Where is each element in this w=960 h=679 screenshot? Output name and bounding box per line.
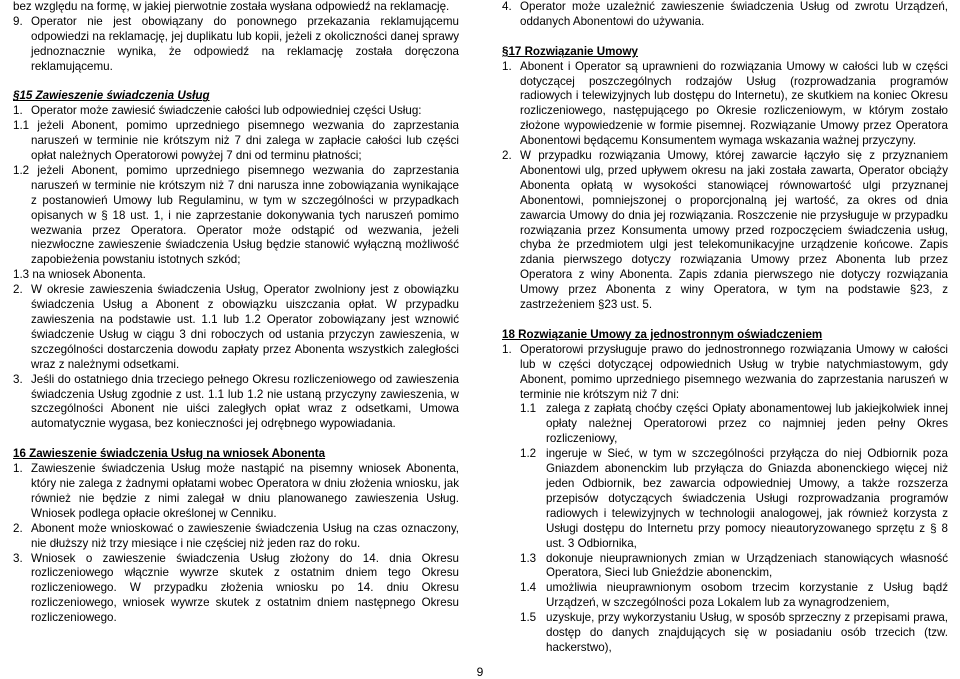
item-number: 1.2 [520, 447, 537, 461]
item-text: umożliwia nieuprawnionym osobom trzecim korzystanie z Usług bądź Urządzeń, w szczególności poza Lokalem lub za wynagrodzeniem, [546, 581, 948, 610]
item-text: ingeruje w Sieć, w tym w szczególności przyłącza do niej Odbiornik poza Gniazdem abonenckim lub przyłącza do Gniazda abonenckiego więcej niż jeden Odbiornik, bez zawarcia odpowiedniej Umowy, a także rozszerza przepisów dotyczących świadczenia Usługi rozprowadzania programów radiowych i telewizyjnych w technologii analogowej, jak również korzysta z Usługi dostępu do Internetu przy pomocy nieautoryzowanego sprzętu z § 8 ust. 3 Odbiornika, [546, 447, 948, 550]
item-number: 1. [502, 59, 512, 73]
item-text: W okresie zawieszenia świadczenia Usług, Operator zwolniony jest z obowiązku świadczenia Usług a Abonent z obowiązku uiszczania opłat. W przypadku zawieszenia na podstawie ust. 1.1 lub 1.2 Operator zobowiązany jest wznowić świadczenie Usług w ciągu 3 dni roboczych od ustania przyczyn zawieszenia, w szczególności dostarczenia dowodu zapłaty przez Abonenta wszystkich zaległości wraz z należnymi odsetkami. [31, 283, 459, 371]
s16-item-4 [502, 0, 948, 30]
s18-item-1-1 [502, 402, 948, 447]
s15-item-1-3 [13, 268, 459, 283]
item-number: 2. [13, 521, 23, 535]
item-text: Zawieszenie świadczenia Usług może nastąpić na pisemny wniosek Abonenta, który nie zalega z żadnymi opłatami wobec Operatora w dniu złożenia wniosku, jak również nie będzie z nimi zalegał w dniu planowanego zawieszenia Usług. Wniosek podlega opłacie określonej w Cenniku. [31, 462, 459, 520]
item-number: 1.5 [520, 611, 537, 625]
s18-item-1-2 [502, 447, 948, 551]
item-text: W przypadku rozwiązania Umowy, której zawarcie łączyło się z przyznaniem Abonentowi ulg, przed upływem okresu na jaki została zawarta, Operator obciąży Abonenta opłatą w wysokości stanowiącej równowartość ulgi przyznanej Abonentowi, pomniejszonej o proporcjonalną jej wartość, za okres od dnia zawarcia Umowy do dnia jej rozwiązania. Roszczenie nie przysługuje w przypadku rozwiązania przez Konsumenta umowy przed rozpoczęciem świadczenia usług, chyba że przedmiotem ulgi jest telekomunikacyjne urządzenie końcowe. Zapis zdania pierwszego dotyczy rozwiązania Umowy przez Abonenta lub przez Operatora z winy Abonenta. Zapis zdania pierwszego nie dotyczy rozwiązania Umowy przez Abonenta z winy Operatora, w tym na podstawie §23, z zastrzeżeniem §23 ust. 5. [520, 149, 948, 312]
item-text: Operatorowi przysługuje prawo do jednostronnego rozwiązania Umowy w całości lub w części dotyczącej odpowiednich Usług w trybie natychmiastowym, gdy Abonent, pomimo uprzedniego pisemnego wezwania do zaprzestania naruszeń w terminie nie krótszym niż 7 dni: [520, 342, 948, 401]
item-number: 9. [13, 14, 23, 28]
s16-item-1 [13, 462, 459, 522]
item-text: Abonent i Operator są uprawnieni do rozwiązania Umowy w całości lub w części dotyczącej poszczególnych rodzajów Usług (rozprowadzania programów radiowych i telewizyjnych lub dostępu do Internetu), ze skutkiem na koniec Okresu rozliczeniowego, następującego po Okresie rozliczeniowym, w którym zostało złożone wypowiedzenie w formie pisemnej. Rozwiązanie Umowy przez Operatora Abonentowi będącemu Konsumentem wymaga wskazania ważnej przyczyny. [520, 59, 948, 148]
s15-item-1-1 [13, 119, 459, 164]
item-number: 1.1 [520, 402, 537, 416]
item-number: 3. [13, 551, 23, 565]
item-text: Operator może uzależnić zawieszenie świadczenia Usług od zwrotu Urządzeń, oddanych Abonentowi do używania. [520, 0, 948, 28]
item-number: 4. [502, 0, 512, 13]
item-number: 2. [502, 149, 512, 163]
item-text: Wniosek o zawieszenie świadczenia Usług złożony do 14. dnia Okresu rozliczeniowego włącznie wywrze skutek z ostatnim dniem tego Okresu rozliczeniowego. W przypadku złożenia wniosku po 14. dniu Okresu rozliczeniowego, wniosek wywrze skutek z ostatnim dniem następnego Okresu rozliczeniowego. [31, 551, 459, 625]
item-number: 1.3 [520, 551, 537, 565]
item-text: Operator nie jest obowiązany do ponownego przekazania reklamującemu odpowiedzi na reklamację, jej duplikatu lub kopii, jeżeli z okoliczności danej sprawy jednoznacznie wynika, że odpowiedź na reklamację została doręczona reklamującemu. [31, 14, 459, 73]
s15-item-1-2 [13, 164, 459, 268]
s16-item-2 [13, 522, 459, 552]
item-text: zalega z zapłatą choćby części Opłaty abonamentowej lub jakiejkolwiek innej opłaty należnej Operatorowi przez co najmniej jeden pełny Okres rozliczeniowy, [546, 402, 948, 446]
left-column [13, 0, 459, 626]
item-text: 1.2 jeżeli Abonent, pomimo uprzedniego pisemnego wezwania do zaprzestania naruszeń w terminie nie krótszym niż 7 dni narusza inne zobowiązania wynikające z postanowień Umowy lub Regulaminu, w tym w szczególności w przypadkach opisanych w § 18 ust. 1, i nie zaprzestanie dokonywania tych naruszeń pomimo wezwania przez Operatora. Operator może odstąpić od wezwania, jeżeli niezwłoczne zawieszenie świadczenia Usług będzie stanowić wyłączną możliwość zapobieżenia powstaniu istotnych szkód; [13, 163, 459, 267]
item-text: uzyskuje, przy wykorzystaniu Usług, w sposób sprzeczny z przepisami prawa, dostęp do danych znajdujących się w posiadaniu osób trzecich (tzw. hackerstwo), [546, 611, 948, 654]
s16-item-3 [13, 552, 459, 627]
intro-paragraph: bez względu na formę, w jakiej pierwotnie została wysłana odpowiedź na reklamację. [13, 0, 450, 13]
item-text: 1.1 jeżeli Abonent, pomimo uprzedniego pisemnego wezwania do zaprzestania naruszeń w terminie nie krótszym niż 7 dni zalega w zapłacie całości lub części opłat należnych Operatorowi powyżej 7 dni od terminu płatności; [13, 119, 459, 163]
item-number: 2. [13, 283, 23, 297]
s17-item-1 [502, 60, 948, 149]
s15-item-3 [13, 373, 459, 433]
item-number: 1. [13, 104, 23, 118]
item-text: Abonent może wnioskować o zawieszenie świadczenia Usług na czas oznaczony, nie dłuższy niż trzy miesiące i nie częściej niż jeden raz do roku. [31, 521, 459, 550]
section-18-heading: 18 Rozwiązanie Umowy za jednostronnym oświadczeniem [502, 327, 823, 341]
list-item-9 [13, 15, 459, 75]
item-text: 1.3 na wniosek Abonenta. [13, 268, 146, 282]
item-text: Jeśli do ostatniego dnia trzeciego pełnego Okresu rozliczeniowego od zawieszenia świadczenia Usług zgodnie z ust. 1.1 lub 1.2 nie ustaną przyczyny zawieszenia, w szczególności Abonent nie uiści zaległych opłat wraz z odsetkami, Umowa automatycznie wygasa, bez konieczności jej odrębnego wypowiadania. [31, 372, 459, 431]
s15-item-1 [13, 104, 459, 119]
section-17-heading: §17 Rozwiązanie Umowy [502, 44, 638, 58]
s15-item-2 [13, 283, 459, 372]
item-number: 1.4 [520, 581, 537, 595]
section-15-heading: §15 Zawieszenie świadczenia Usług [13, 89, 210, 103]
item-text: Operator może zawiesić świadczenie całości lub odpowiedniej części Usług: [31, 104, 422, 118]
item-text: dokonuje nieuprawnionych zmian w Urządzeniach stanowiących własność Operatora, Sieci lub Gnieździe abonenckim, [546, 551, 948, 580]
s18-item-1-4 [502, 581, 948, 611]
page-number: 9 [476, 665, 484, 679]
s17-item-2 [502, 149, 948, 313]
s18-item-1 [502, 343, 948, 403]
item-number: 1. [502, 342, 512, 356]
item-number: 3. [13, 372, 23, 386]
item-number: 1. [13, 462, 23, 476]
section-16-heading: 16 Zawieszenie świadczenia Usług na wniosek Abonenta [13, 447, 326, 461]
s18-item-1-5 [502, 611, 948, 656]
s18-item-1-3 [502, 552, 948, 582]
right-column [502, 0, 948, 656]
